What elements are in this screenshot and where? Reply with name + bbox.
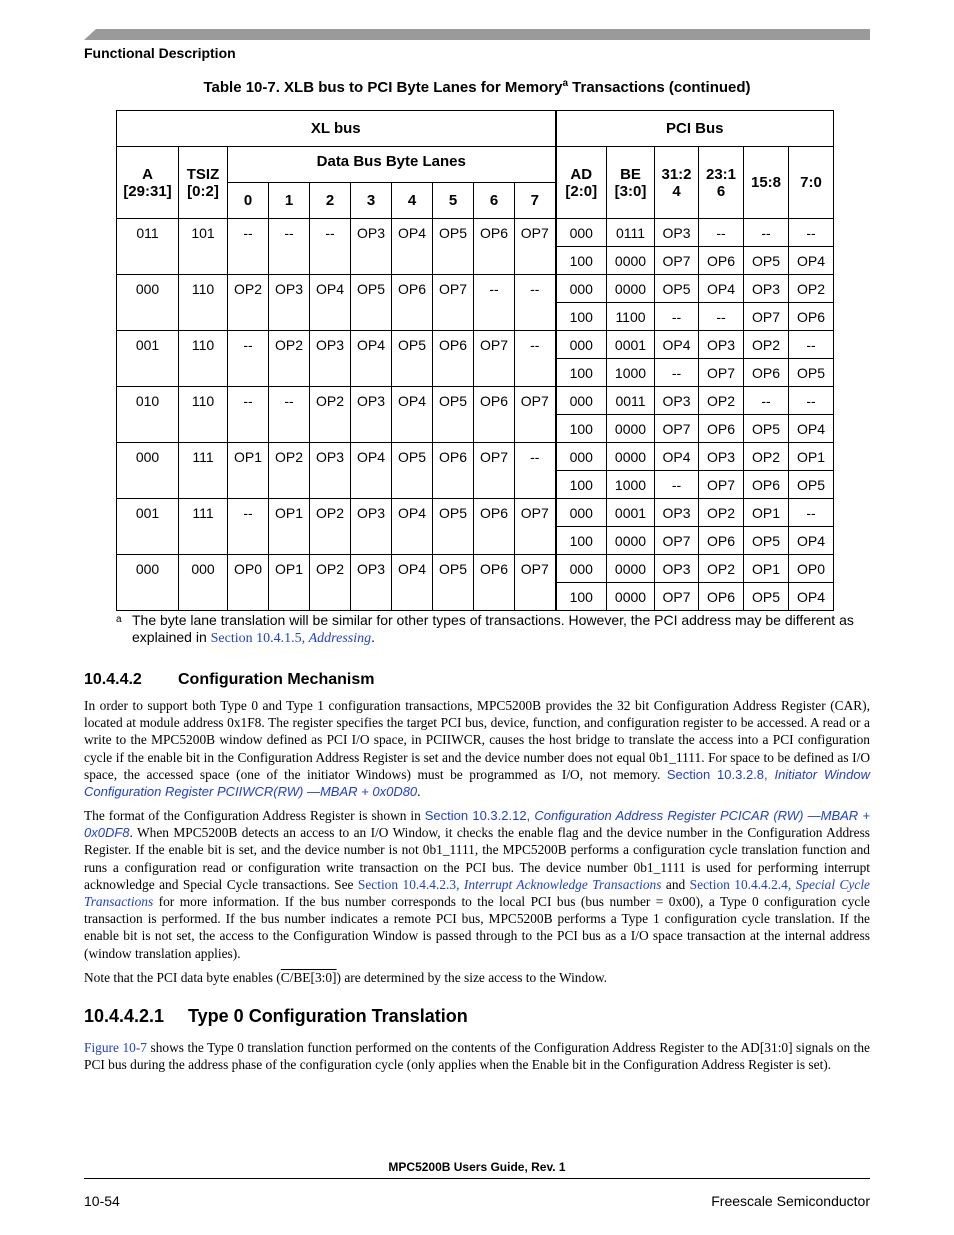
cell-lane-5: OP7 [433, 275, 474, 303]
cell-lane-5: OP6 [433, 443, 474, 471]
paragraph-car-intro: In order to support both Type 0 and Type 1 configuration transactions, MPC5200B provides the 32 bit Configuration Address Register (CAR), located at module address 0x1F8. The register specifies the target PCI bus, device, function, and configuration register to be accessed. A read or a write to the MPC5200B window defined as PCI I/O space, in PCIIWCR, causes the host bridge to translate the access into a PCI configuration cycle if the enable bit in the Configuration Address Register is set and the device number does not equal 0b1_1111. For space to be defined as I/O space, the accessed space (one of the initiator Windows) must be programmed as I/O, not memory. Section 10.3.2.8, Initiator Window Configuration Register PCIIWCR(RW) —MBAR + 0x0D80. [84, 698, 871, 800]
col-7-0-header: 7:0 [789, 147, 834, 219]
header-bar [84, 29, 870, 40]
lane-4-header: 4 [392, 183, 433, 219]
cell-23-16: OP6 [699, 527, 744, 555]
cell-23-16: OP3 [699, 443, 744, 471]
cell-15-8: -- [744, 387, 789, 415]
cell-15-8: OP6 [744, 471, 789, 499]
cell-23-16: OP6 [699, 583, 744, 611]
cell-lane-7: OP7 [515, 555, 556, 583]
cell-lane-4 [392, 359, 433, 387]
cell-15-8: -- [744, 219, 789, 247]
col-23-16-header: 23:1 6 [699, 147, 744, 219]
cell-lane-4: OP4 [392, 387, 433, 415]
cell-lane-0: -- [228, 219, 269, 247]
cell-be: 0000 [607, 247, 655, 275]
footer-rule [84, 1178, 870, 1179]
cell-31-24: OP4 [655, 443, 699, 471]
footer-doc-title: MPC5200B Users Guide, Rev. 1 [388, 1160, 566, 1174]
table-row [117, 387, 834, 415]
footnote-marker: a [116, 614, 122, 625]
cell-tsiz [179, 415, 228, 443]
cell-lane-2: OP2 [310, 555, 351, 583]
cell-31-24: OP3 [655, 387, 699, 415]
cell-lane-5 [433, 359, 474, 387]
col-31-24-header: 31:2 4 [655, 147, 699, 219]
cell-lane-0 [228, 415, 269, 443]
cell-7-0: -- [789, 219, 834, 247]
table-row [117, 275, 834, 303]
cell-tsiz [179, 527, 228, 555]
section-heading-10-4-4-2-1 [84, 1006, 468, 1027]
paragraph-type0-translation: Figure 10-7 shows the Type 0 translation function performed on the contents of the Configuration Address Register to the AD[31:0] signals on the PCI bus during the address phase of the configuration cycle (only applies when the Enable bit in the Configuration Address Register is set). [84, 1040, 870, 1073]
cell-lane-2: OP2 [310, 387, 351, 415]
table-title-suffix: Transactions (continued) [568, 79, 751, 96]
cell-lane-4 [392, 583, 433, 611]
cell-lane-2 [310, 303, 351, 331]
table-row [117, 555, 834, 583]
cell-lane-2 [310, 247, 351, 275]
footer-page-number: 10-54 [84, 1193, 120, 1209]
cell-lane-6 [474, 583, 515, 611]
cell-tsiz: 111 [179, 443, 228, 471]
cell-23-16: OP2 [699, 387, 744, 415]
cell-lane-6: OP6 [474, 499, 515, 527]
cell-lane-1: OP2 [269, 331, 310, 359]
cell-lane-1: OP1 [269, 499, 310, 527]
table-body [117, 219, 834, 611]
cell-31-24: OP7 [655, 583, 699, 611]
lane-5-header: 5 [433, 183, 474, 219]
cell-lane-3: OP3 [351, 387, 392, 415]
cell-7-0: -- [789, 387, 834, 415]
cell-lane-4: OP4 [392, 555, 433, 583]
subsection-number: 10.4.4.2.1 [84, 1006, 165, 1026]
cell-a: 011 [117, 219, 179, 247]
cell-be: 0111 [607, 219, 655, 247]
cbe-signal: C/BE[3:0] [280, 970, 337, 985]
cell-lane-5 [433, 583, 474, 611]
cell-23-16: OP3 [699, 331, 744, 359]
cell-ad: 000 [556, 387, 607, 415]
cell-lane-2 [310, 583, 351, 611]
cell-lane-4 [392, 247, 433, 275]
cell-be: 1000 [607, 471, 655, 499]
cell-lane-4: OP5 [392, 443, 433, 471]
footer-company: Freescale Semiconductor [711, 1193, 870, 1209]
cell-lane-2: OP2 [310, 499, 351, 527]
table-row [117, 499, 834, 527]
cell-lane-7 [515, 471, 556, 499]
cell-lane-0 [228, 471, 269, 499]
cell-lane-0: OP1 [228, 443, 269, 471]
cell-lane-3: OP3 [351, 499, 392, 527]
cell-lane-3: OP4 [351, 331, 392, 359]
cell-a: 000 [117, 555, 179, 583]
cell-lane-7: OP7 [515, 499, 556, 527]
link-section-10-4-4-2-4[interactable]: Section 10.4.4.2.4, Special Cycle Transactions [84, 876, 870, 910]
cell-lane-1 [269, 471, 310, 499]
table-row [117, 443, 834, 471]
cell-lane-3: OP3 [351, 219, 392, 247]
col-be-header: BE [3:0] [607, 147, 655, 219]
link-section-10-4-4-2-3[interactable]: Section 10.4.4.2.3, Interrupt Acknowledge Transactions [357, 876, 662, 892]
cell-lane-1 [269, 247, 310, 275]
cell-7-0: OP2 [789, 275, 834, 303]
byte-lanes-table [116, 110, 834, 611]
cell-lane-7 [515, 415, 556, 443]
cell-lane-7 [515, 583, 556, 611]
cell-a: 000 [117, 275, 179, 303]
cell-lane-3: OP5 [351, 275, 392, 303]
cell-lane-6 [474, 247, 515, 275]
cell-lane-0 [228, 303, 269, 331]
pci-bus-header: PCI Bus [556, 111, 834, 147]
cell-lane-6: OP6 [474, 555, 515, 583]
cell-15-8: OP2 [744, 331, 789, 359]
section-number: 10.4.4.2 [84, 671, 142, 688]
cell-tsiz: 101 [179, 219, 228, 247]
cell-31-24: OP3 [655, 555, 699, 583]
cell-lane-5: OP5 [433, 499, 474, 527]
cell-ad: 000 [556, 275, 607, 303]
cell-7-0: OP4 [789, 583, 834, 611]
cell-ad: 100 [556, 527, 607, 555]
cell-a: 001 [117, 499, 179, 527]
cell-31-24: -- [655, 359, 699, 387]
cell-lane-1: -- [269, 219, 310, 247]
cell-7-0: OP4 [789, 247, 834, 275]
cell-31-24: -- [655, 303, 699, 331]
cell-tsiz [179, 247, 228, 275]
cell-lane-0: -- [228, 331, 269, 359]
cell-lane-4 [392, 303, 433, 331]
cell-lane-3 [351, 471, 392, 499]
cell-15-8: OP3 [744, 275, 789, 303]
cell-lane-0: OP2 [228, 275, 269, 303]
cell-31-24: OP5 [655, 275, 699, 303]
cell-lane-3 [351, 359, 392, 387]
cell-tsiz [179, 471, 228, 499]
table-row [117, 583, 834, 611]
cell-be: 1000 [607, 359, 655, 387]
cell-a: 001 [117, 331, 179, 359]
col-tsiz-header: TSIZ [0:2] [179, 147, 228, 219]
cell-7-0: OP4 [789, 415, 834, 443]
section-heading-10-4-4-2 [84, 671, 374, 689]
cell-lane-0: -- [228, 387, 269, 415]
cell-lane-7 [515, 527, 556, 555]
cell-lane-0: OP0 [228, 555, 269, 583]
cell-7-0: -- [789, 331, 834, 359]
footnote-text: The byte lane translation will be similar for other types of transactions. However, the PCI address may be different as explained in [132, 612, 854, 645]
cell-lane-0 [228, 583, 269, 611]
cell-lane-6 [474, 527, 515, 555]
cell-be: 1100 [607, 303, 655, 331]
lane-7-header: 7 [515, 183, 556, 219]
cell-a: 000 [117, 443, 179, 471]
cell-ad: 000 [556, 555, 607, 583]
table-row [117, 527, 834, 555]
cell-ad: 100 [556, 415, 607, 443]
link-section-10-3-2-8[interactable]: Section 10.3.2.8, Initiator Window Configuration Register PCIIWCR(RW) —MBAR + 0x0D80 [84, 766, 871, 800]
cell-a [117, 415, 179, 443]
subsection-title: Type 0 Configuration Translation [188, 1006, 468, 1026]
cell-lane-7: -- [515, 331, 556, 359]
cell-be: 0000 [607, 555, 655, 583]
cell-lane-4: OP4 [392, 499, 433, 527]
cell-lane-7: OP7 [515, 387, 556, 415]
cell-31-24: OP4 [655, 331, 699, 359]
cell-lane-1: -- [269, 387, 310, 415]
cell-tsiz [179, 303, 228, 331]
cell-lane-4 [392, 527, 433, 555]
cell-lane-6 [474, 471, 515, 499]
cell-lane-5: OP5 [433, 387, 474, 415]
cell-ad: 000 [556, 219, 607, 247]
col-ad-header: AD [2:0] [556, 147, 607, 219]
table-row [117, 219, 834, 247]
cell-be: 0000 [607, 415, 655, 443]
cell-ad: 000 [556, 443, 607, 471]
cell-be: 0000 [607, 583, 655, 611]
cell-lane-4: OP5 [392, 331, 433, 359]
cell-lane-6: OP7 [474, 331, 515, 359]
cell-23-16: OP6 [699, 415, 744, 443]
cell-lane-7: OP7 [515, 219, 556, 247]
cell-31-24: -- [655, 471, 699, 499]
cell-lane-3 [351, 303, 392, 331]
cell-ad: 100 [556, 303, 607, 331]
cell-lane-4 [392, 415, 433, 443]
cell-a [117, 247, 179, 275]
lane-1-header: 1 [269, 183, 310, 219]
cell-tsiz [179, 359, 228, 387]
lane-3-header: 3 [351, 183, 392, 219]
cell-lane-1 [269, 303, 310, 331]
cell-15-8: OP1 [744, 555, 789, 583]
cell-15-8: OP5 [744, 415, 789, 443]
table-row [117, 359, 834, 387]
cell-lane-6 [474, 303, 515, 331]
cell-lane-2: OP4 [310, 275, 351, 303]
cell-lane-5: OP5 [433, 219, 474, 247]
paragraph-byte-enables: Note that the PCI data byte enables (C/BE[3:0]) are determined by the size access to the Window. [84, 970, 608, 985]
cell-7-0: OP0 [789, 555, 834, 583]
cell-23-16: -- [699, 303, 744, 331]
cell-be: 0001 [607, 331, 655, 359]
cell-23-16: OP7 [699, 471, 744, 499]
cell-15-8: OP6 [744, 359, 789, 387]
cell-lane-2: OP3 [310, 331, 351, 359]
cell-be: 0000 [607, 527, 655, 555]
table-title [84, 78, 870, 96]
cell-lane-1: OP1 [269, 555, 310, 583]
cell-a: 010 [117, 387, 179, 415]
cell-lane-2 [310, 415, 351, 443]
cell-tsiz: 110 [179, 331, 228, 359]
cell-a [117, 583, 179, 611]
col-a-header: A [29:31] [117, 147, 179, 219]
cell-lane-2 [310, 471, 351, 499]
cell-ad: 100 [556, 247, 607, 275]
cell-ad: 100 [556, 583, 607, 611]
cell-23-16: OP6 [699, 247, 744, 275]
cell-a [117, 527, 179, 555]
cell-lane-3: OP4 [351, 443, 392, 471]
cell-23-16: OP2 [699, 555, 744, 583]
cell-a [117, 303, 179, 331]
cell-lane-1 [269, 359, 310, 387]
cell-lane-5 [433, 303, 474, 331]
cell-lane-2: -- [310, 219, 351, 247]
cell-7-0: OP4 [789, 527, 834, 555]
cell-ad: 100 [556, 359, 607, 387]
table-row [117, 303, 834, 331]
cell-lane-3: OP3 [351, 555, 392, 583]
cell-lane-1 [269, 415, 310, 443]
cell-be: 0011 [607, 387, 655, 415]
table-title-footnote-marker: a [562, 78, 568, 89]
cell-lane-0 [228, 359, 269, 387]
cell-7-0: OP5 [789, 471, 834, 499]
lane-2-header: 2 [310, 183, 351, 219]
cell-lane-6: OP7 [474, 443, 515, 471]
data-bus-byte-lanes-header: Data Bus Byte Lanes [228, 147, 556, 183]
cell-23-16: OP2 [699, 499, 744, 527]
cell-tsiz: 110 [179, 275, 228, 303]
cell-tsiz: 111 [179, 499, 228, 527]
lane-0-header: 0 [228, 183, 269, 219]
cell-23-16: -- [699, 219, 744, 247]
cell-lane-7 [515, 247, 556, 275]
cell-be: 0001 [607, 499, 655, 527]
cell-ad: 100 [556, 471, 607, 499]
cell-15-8: OP5 [744, 527, 789, 555]
cell-lane-4: OP6 [392, 275, 433, 303]
cell-lane-7: -- [515, 275, 556, 303]
cell-lane-3 [351, 527, 392, 555]
table-row [117, 331, 834, 359]
cell-be: 0000 [607, 443, 655, 471]
table-row [117, 471, 834, 499]
cell-lane-6: OP6 [474, 219, 515, 247]
paragraph-car-format: The format of the Configuration Address Register is shown in Section 10.3.2.12, Configuration Address Register PCICAR (RW) —MBAR + 0x0DF8. When MPC5200B detects an access to an I/O Window, it checks the enable flag and the device number in the Configuration Address Register. If the enable bit is set, and the device number is not 0b1_1111, the MPC5200B performs a configuration cycle translation function and runs a configuration read or configuration write transaction on the PCI bus. The device number 0b1_1111 is used for performing interrupt acknowledge and Special Cycle transactions. See Section 10.4.4.2.3, Interrupt Acknowledge Transactions and Section 10.4.4.2.4, Special Cycle Transactions for more information. If the bus number corresponds to the local PCI bus (bus number = 0x00), a Type 0 configuration cycle transaction is performed. If the bus number indicates a remote PCI bus, MPC5200B performs a Type 1 configuration cycle translation. If the enable bit is not set, the access to the Configuration Window is passed through to the PCI bus as a I/O space transaction at the internal address (window translation applies). [84, 808, 870, 961]
cell-lane-0 [228, 527, 269, 555]
cell-ad: 000 [556, 331, 607, 359]
cell-lane-5 [433, 527, 474, 555]
cell-15-8: OP2 [744, 443, 789, 471]
cell-23-16: OP7 [699, 359, 744, 387]
cell-31-24: OP7 [655, 247, 699, 275]
cell-lane-2 [310, 359, 351, 387]
cell-lane-2: OP3 [310, 443, 351, 471]
cell-lane-7: -- [515, 443, 556, 471]
cell-31-24: OP7 [655, 415, 699, 443]
cell-lane-5 [433, 471, 474, 499]
cell-lane-3 [351, 247, 392, 275]
cell-7-0: OP6 [789, 303, 834, 331]
cell-15-8: OP5 [744, 247, 789, 275]
cell-lane-1: OP2 [269, 443, 310, 471]
table-title-prefix: Table 10-7. XLB bus to PCI Byte Lanes for Memory [203, 79, 563, 96]
cell-lane-0 [228, 247, 269, 275]
cell-lane-6: OP6 [474, 387, 515, 415]
cell-7-0: OP5 [789, 359, 834, 387]
cell-lane-6: -- [474, 275, 515, 303]
cell-tsiz: 110 [179, 387, 228, 415]
cell-lane-4 [392, 471, 433, 499]
cell-lane-5 [433, 415, 474, 443]
running-header: Functional Description [84, 45, 236, 61]
cell-ad: 000 [556, 499, 607, 527]
cell-31-24: OP3 [655, 219, 699, 247]
cell-lane-7 [515, 359, 556, 387]
cell-tsiz: 000 [179, 555, 228, 583]
cell-31-24: OP7 [655, 527, 699, 555]
cell-lane-4: OP4 [392, 219, 433, 247]
cell-lane-6 [474, 359, 515, 387]
cell-tsiz [179, 583, 228, 611]
cell-7-0: -- [789, 499, 834, 527]
table-row [117, 415, 834, 443]
cell-7-0: OP1 [789, 443, 834, 471]
cell-lane-2 [310, 527, 351, 555]
cell-lane-3 [351, 583, 392, 611]
cell-lane-1 [269, 527, 310, 555]
table-footnote: a The byte lane translation will be similar for other types of transactions. However, the PCI address may be different as explained in Section 10.4.1.5, Addressing. [116, 612, 854, 646]
lane-6-header: 6 [474, 183, 515, 219]
cell-a [117, 359, 179, 387]
cell-lane-5 [433, 247, 474, 275]
cell-lane-5: OP5 [433, 555, 474, 583]
cell-lane-0: -- [228, 499, 269, 527]
cell-lane-7 [515, 303, 556, 331]
cell-lane-5: OP6 [433, 331, 474, 359]
table-row [117, 247, 834, 275]
cell-lane-6 [474, 415, 515, 443]
cell-15-8: OP7 [744, 303, 789, 331]
cell-23-16: OP4 [699, 275, 744, 303]
link-section-10-3-2-12[interactable]: Section 10.3.2.12, Configuration Address Register PCICAR (RW) —MBAR + 0x0DF8 [84, 808, 870, 841]
cell-lane-1: OP3 [269, 275, 310, 303]
cell-lane-3 [351, 415, 392, 443]
cell-a [117, 471, 179, 499]
footnote-link[interactable]: Section 10.4.1.5, Addressing [210, 631, 372, 646]
cell-be: 0000 [607, 275, 655, 303]
cell-15-8: OP1 [744, 499, 789, 527]
link-figure-10-7[interactable]: Figure 10-7 [84, 1040, 147, 1055]
cell-lane-1 [269, 583, 310, 611]
cell-15-8: OP5 [744, 583, 789, 611]
cell-31-24: OP3 [655, 499, 699, 527]
col-15-8-header: 15:8 [744, 147, 789, 219]
section-title: Configuration Mechanism [178, 671, 375, 688]
xl-bus-header: XL bus [117, 111, 556, 147]
